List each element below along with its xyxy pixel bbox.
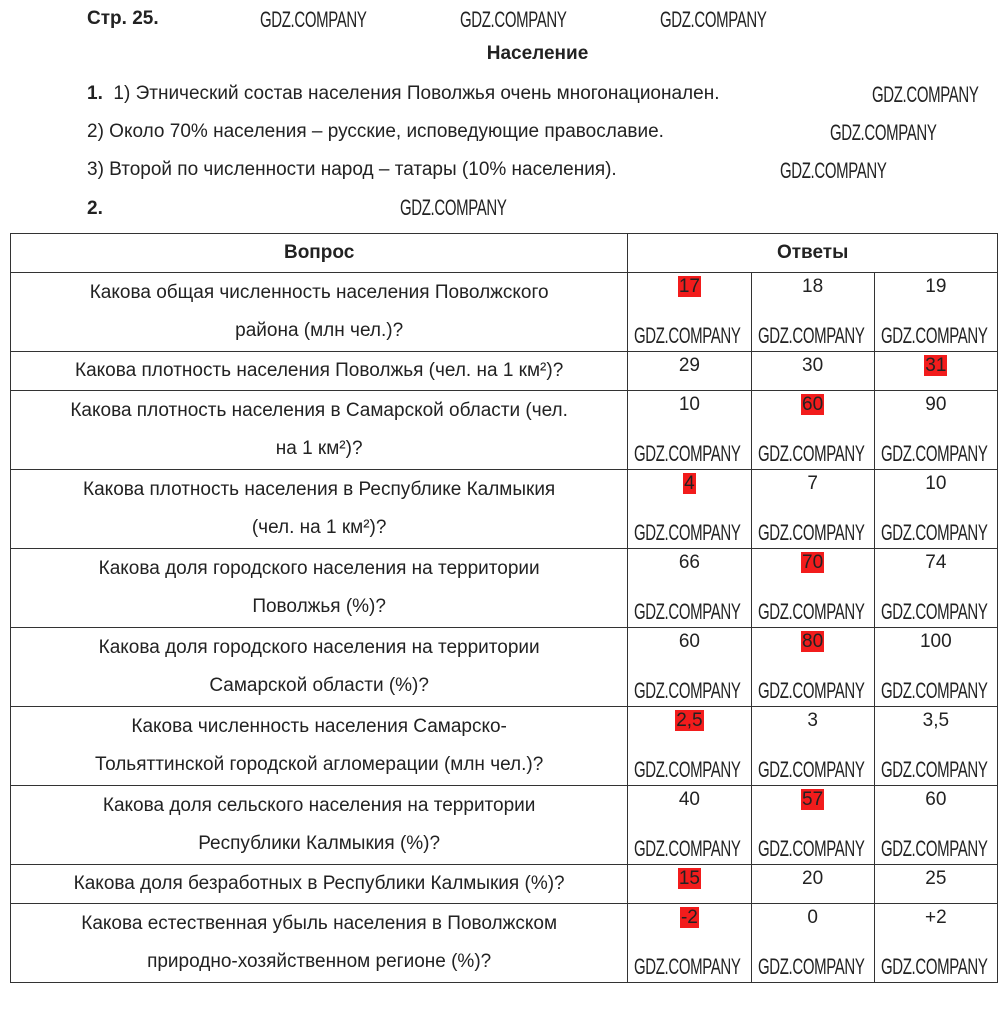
watermark: GDZ.COMPANY xyxy=(757,323,865,348)
answer-cell xyxy=(628,273,751,352)
page-reference: Стр. 25. xyxy=(87,8,159,29)
watermark: GDZ.COMPANY xyxy=(757,520,865,545)
watermark: GDZ.COMPANY xyxy=(757,599,865,624)
watermark: GDZ.COMPANY xyxy=(880,836,988,861)
watermark: GDZ.COMPANY xyxy=(757,441,865,466)
question-cell xyxy=(11,273,628,352)
watermark: GDZ.COMPANY xyxy=(634,599,741,624)
question-line: Поволжья (%)? xyxy=(252,596,386,617)
answer-cell xyxy=(874,707,997,786)
answer-option: 40 xyxy=(678,789,700,810)
answer-cell xyxy=(874,549,997,628)
watermark: GDZ.COMPANY xyxy=(880,678,988,703)
correct-answer: 57 xyxy=(802,789,824,810)
table-row xyxy=(11,707,998,786)
watermark: GDZ.COMPANY xyxy=(757,678,865,703)
answer-cell xyxy=(751,470,874,549)
answer-cell xyxy=(874,470,997,549)
watermark: GDZ.COMPANY xyxy=(880,757,988,782)
answer-option: 20 xyxy=(802,868,824,889)
correct-answer: 70 xyxy=(802,552,824,573)
question-cell xyxy=(11,470,628,549)
answer-cell xyxy=(751,273,874,352)
answer-cell xyxy=(874,904,997,983)
answer-option: 60 xyxy=(925,789,947,810)
answer-option: 3 xyxy=(807,710,818,731)
answer-option: 3,5 xyxy=(922,710,950,731)
correct-answer: 60 xyxy=(802,394,824,415)
question-line: района (млн чел.)? xyxy=(235,320,404,341)
watermark: GDZ.COMPANY xyxy=(872,82,979,107)
task1-item-3: 3) Второй по численности народ – татары (10% населения). xyxy=(87,159,617,180)
task1-item-2: 2) Около 70% населения – русские, исповедующие православие. xyxy=(87,121,664,142)
question-cell xyxy=(11,786,628,865)
table-row xyxy=(11,865,998,904)
correct-answer: 31 xyxy=(925,355,947,376)
task1-number: 1. xyxy=(87,83,103,104)
answer-option: 66 xyxy=(678,552,700,573)
answer-option: +2 xyxy=(925,907,947,928)
answer-cell xyxy=(751,904,874,983)
question-line: Какова плотность населения в Самарской области (чел. xyxy=(70,400,568,421)
answer-option: 7 xyxy=(807,473,818,494)
table-row xyxy=(11,470,998,549)
answer-option: 29 xyxy=(678,355,700,376)
correct-answer: 15 xyxy=(678,868,700,889)
watermark: GDZ.COMPANY xyxy=(780,158,887,183)
answer-option: 74 xyxy=(925,552,947,573)
watermark: GDZ.COMPANY xyxy=(880,954,988,979)
header-answers: Ответы xyxy=(628,234,998,273)
question-line: Какова доля сельского населения на территории xyxy=(102,795,536,816)
answers-table xyxy=(10,233,998,983)
watermark: GDZ.COMPANY xyxy=(634,954,741,979)
watermark: GDZ.COMPANY xyxy=(634,441,741,466)
correct-answer: 80 xyxy=(802,631,824,652)
section-title: Население xyxy=(486,43,589,64)
watermark: GDZ.COMPANY xyxy=(757,757,865,782)
table-row xyxy=(11,904,998,983)
watermark: GDZ.COMPANY xyxy=(880,323,988,348)
question-line: Какова плотность населения Поволжья (чел. на 1 км²)? xyxy=(75,360,564,381)
question-line: Какова численность населения Самарско- xyxy=(131,716,507,737)
answer-option: 30 xyxy=(802,355,824,376)
question-line: (чел. на 1 км²)? xyxy=(251,517,387,538)
answer-option: 19 xyxy=(925,276,947,297)
question-line: Какова естественная убыль населения в Поволжском xyxy=(81,913,558,934)
answer-cell xyxy=(751,352,874,391)
question-line: на 1 км²)? xyxy=(275,438,363,459)
correct-answer: 17 xyxy=(678,276,700,297)
answer-cell xyxy=(628,628,751,707)
watermark: GDZ.COMPANY xyxy=(880,441,988,466)
answer-option: 10 xyxy=(925,473,947,494)
watermark: GDZ.COMPANY xyxy=(634,323,741,348)
task2-number: 2. xyxy=(87,198,103,219)
correct-answer: 4 xyxy=(684,473,695,494)
question-cell xyxy=(11,352,628,391)
question-cell xyxy=(11,628,628,707)
question-cell xyxy=(11,391,628,470)
table-row xyxy=(11,352,998,391)
answer-cell xyxy=(751,628,874,707)
table-row xyxy=(11,391,998,470)
answer-option: 10 xyxy=(678,394,700,415)
question-cell xyxy=(11,904,628,983)
watermark: GDZ.COMPANY xyxy=(830,120,937,145)
answer-cell xyxy=(628,549,751,628)
question-line: Тольяттинской городской агломерации (млн чел.)? xyxy=(94,754,544,775)
question-cell xyxy=(11,707,628,786)
answer-option: 0 xyxy=(807,907,818,928)
correct-answer: 2,5 xyxy=(676,710,703,731)
table-row xyxy=(11,628,998,707)
question-line: Республики Калмыкия (%)? xyxy=(198,833,441,854)
watermark: GDZ.COMPANY xyxy=(634,678,741,703)
answer-option: 90 xyxy=(925,394,947,415)
answer-cell xyxy=(751,865,874,904)
question-line: Какова общая численность населения Поволжского xyxy=(89,282,549,303)
answer-cell xyxy=(874,786,997,865)
watermark: GDZ.COMPANY xyxy=(460,7,567,32)
answer-option: 18 xyxy=(802,276,824,297)
watermark: GDZ.COMPANY xyxy=(634,757,741,782)
table-row xyxy=(11,786,998,865)
answer-option: 25 xyxy=(925,868,947,889)
answer-cell xyxy=(874,628,997,707)
answer-cell xyxy=(751,786,874,865)
answer-cell xyxy=(628,707,751,786)
answer-cell xyxy=(874,273,997,352)
watermark: GDZ.COMPANY xyxy=(260,7,367,32)
answer-cell xyxy=(874,865,997,904)
question-line: Какова плотность населения в Республике Калмыкия xyxy=(83,479,556,500)
table-row xyxy=(11,549,998,628)
answer-cell xyxy=(874,352,997,391)
watermark: GDZ.COMPANY xyxy=(634,520,741,545)
watermark: GDZ.COMPANY xyxy=(660,7,767,32)
answer-cell xyxy=(628,391,751,470)
table-header-row xyxy=(11,234,998,273)
task1-item-text: 1) Этнический состав населения Поволжья очень многонационален. xyxy=(113,83,720,104)
watermark: GDZ.COMPANY xyxy=(880,520,988,545)
question-cell xyxy=(11,549,628,628)
answer-cell xyxy=(628,352,751,391)
watermark: GDZ.COMPANY xyxy=(400,195,507,220)
answer-cell xyxy=(751,549,874,628)
answer-cell xyxy=(874,391,997,470)
table-row xyxy=(11,273,998,352)
watermark: GDZ.COMPANY xyxy=(757,954,865,979)
question-line: Какова доля городского населения на территории xyxy=(98,637,540,658)
watermark: GDZ.COMPANY xyxy=(634,836,741,861)
answer-option: 100 xyxy=(919,631,952,652)
answer-option: 60 xyxy=(678,631,700,652)
answer-cell xyxy=(628,865,751,904)
answer-cell xyxy=(628,904,751,983)
question-line: Самарской области (%)? xyxy=(209,675,429,696)
watermark: GDZ.COMPANY xyxy=(880,599,988,624)
answer-cell xyxy=(628,470,751,549)
answer-cell xyxy=(751,391,874,470)
answer-cell xyxy=(628,786,751,865)
question-cell xyxy=(11,865,628,904)
question-line: Какова доля городского населения на территории xyxy=(98,558,540,579)
header-question: Вопрос xyxy=(11,234,628,273)
task1-item-1 xyxy=(87,83,719,105)
answer-cell xyxy=(751,707,874,786)
question-line: Какова доля безработных в Республики Калмыкия (%)? xyxy=(73,873,565,894)
correct-answer: -2 xyxy=(680,907,698,928)
question-line: природно-хозяйственном регионе (%)? xyxy=(147,951,492,972)
watermark: GDZ.COMPANY xyxy=(757,836,865,861)
